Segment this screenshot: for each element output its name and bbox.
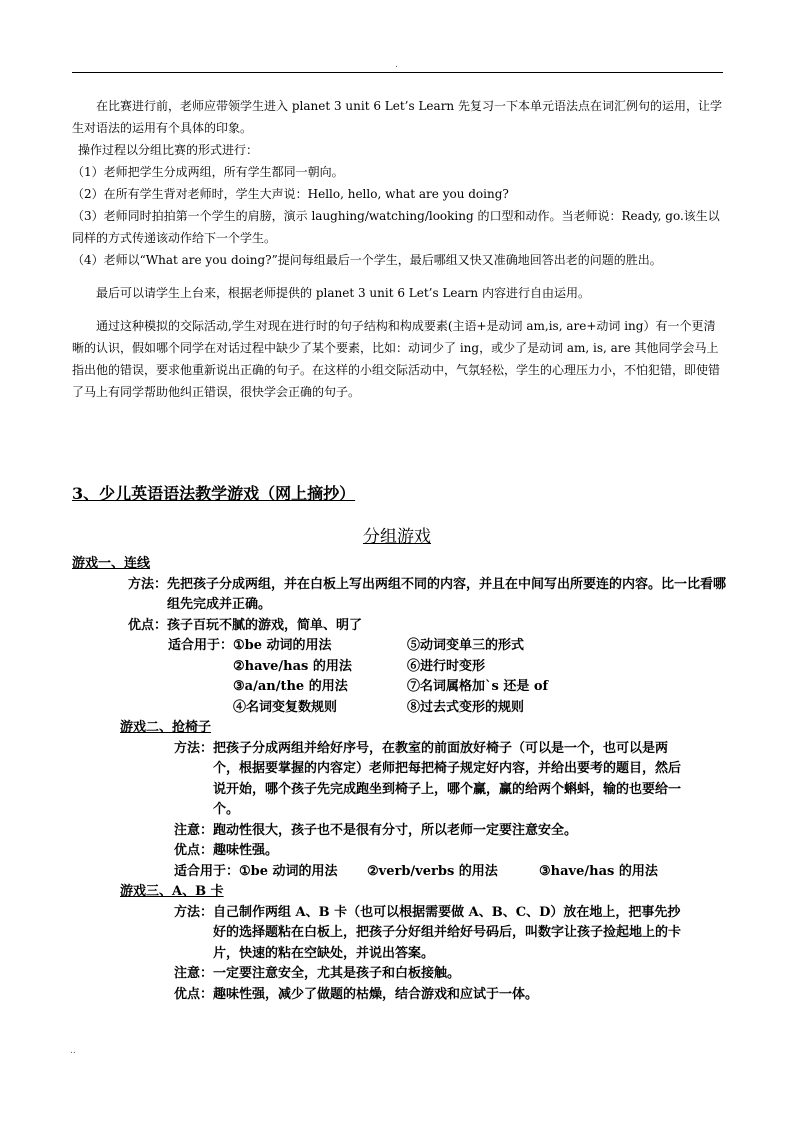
- game2-title: 游戏二、抢椅子: [120, 720, 212, 735]
- summary-paragraph: 通过这种模拟的交际活动,学生对现在进行时的句子结构和构成要素(主语+是动词 am,is, are+动词 ing）有一个更清晰的认识，假如哪个同学在对话过程中缺少了某个要素，比如：动词少了 ing，或少了是动词 am, is, are 其他同学会马上指出他的错误，要求他重新说出正确的句子。在这样的小组交际活动中，气氛轻松，学生的心理压力小，不怕犯错，即使错了马上有同学帮助他纠正错误，很快学会正确的句子。: [72, 319, 721, 399]
- game1-adv: 孩子百玩不腻的游戏，简单、明了: [167, 617, 363, 633]
- step-1: （1）老师把学生分成两组，所有学生都同一朝向。: [72, 165, 344, 179]
- game2-adv: 趣味性强。: [213, 843, 279, 858]
- header-rule: [72, 72, 723, 73]
- apply-item: ③have/has 的用法: [539, 863, 658, 879]
- apply-item: ⑧过去式变形的规则: [407, 699, 525, 715]
- footer-mark: ..: [70, 1046, 76, 1056]
- apply-item: ③a/an/the 的用法: [233, 679, 348, 694]
- game3-note: 一定要注意安全，尤其是孩子和白板接触。: [213, 966, 461, 981]
- apply-item: ①be 动词的用法: [233, 638, 332, 653]
- apply-item: ②have/has 的用法: [233, 658, 352, 674]
- game1-title: 游戏一、连线: [72, 556, 151, 571]
- game1-adv-label: 优点：: [128, 617, 168, 633]
- game2-adv-label: 优点：: [174, 843, 214, 858]
- intro-paragraph: 在比赛进行前，老师应带领学生进入 planet 3 unit 6 Let’s Learn 先复习一下本单元语法点在词汇例句的运用，让学生对语法的运用有个具体的印象。: [72, 99, 722, 135]
- step-4: （4）老师以“What are you doing?”提问每组最后一个学生，最后哪组又快又准确地回答出老的问题的胜出。: [72, 253, 662, 267]
- game2-method-label: 方法：: [174, 740, 214, 756]
- free-use-paragraph: 最后可以请学生上台来，根据老师提供的 planet 3 unit 6 Let’s Learn 内容进行自由运用。: [96, 286, 590, 300]
- section-title: 3、少儿英语语法教学游戏（网上摘抄）: [72, 484, 356, 503]
- game2-apply-label: 适合用于：: [174, 863, 240, 879]
- game3-adv-label: 优点：: [174, 986, 214, 1002]
- apply-item: ④名词变复数规则: [233, 699, 338, 715]
- apply-item: ⑦名词属格加`s 还是 of: [407, 679, 549, 694]
- apply-item: ①be 动词的用法: [239, 863, 338, 879]
- game2-note: 跑动性很大，孩子也不是很有分寸，所以老师一定要注意安全。: [213, 822, 578, 838]
- game2-note-label: 注意：: [174, 822, 214, 838]
- game3-adv: 趣味性强，减少了做题的枯燥，结合游戏和应试于一体。: [213, 986, 539, 1002]
- game3-note-label: 注意：: [174, 966, 214, 981]
- procedure-intro: 操作过程以分组比赛的形式进行：: [78, 143, 259, 157]
- game1-apply-label: 适合用于：: [168, 638, 234, 653]
- game2-method: 把孩子分成两组并给好序号，在教室的前面放好椅子（可以是一个，也可以是两个，根据要掌握的内容定）老师把每把椅子规定好内容，并给出要考的题目，然后说开始，哪个孩子先完成跑坐到椅子上，哪个赢，赢的给两个蝌蚪，输的也要给一个。: [213, 740, 682, 817]
- game2-apply-list: [239, 862, 658, 883]
- game1-apply-list: [233, 636, 687, 718]
- apply-item: ②verb/verbs 的用法: [367, 863, 498, 879]
- game1-method-label: 方法：: [128, 576, 168, 592]
- step-2: （2）在所有学生背对老师时，学生大声说：Hello, hello, what are you doing?: [72, 187, 509, 201]
- game3-title: 游戏三、A、B 卡: [120, 884, 224, 899]
- game3-method: 自己制作两组 A、B 卡（也可以根据需要做 A、B、C、D）放在地上，把事先抄好的选择题粘在白板上，把孩子分好组并给好号码后，叫数字让孩子捡起地上的卡片，快速的粘在空缺处，并说出答案。: [213, 904, 682, 961]
- game3-method-label: 方法：: [174, 904, 214, 920]
- apply-item: ⑥进行时变形: [407, 658, 486, 674]
- game1-method: 先把孩子分成两组，并在白板上写出两组不同的内容，并且在中间写出所要连的内容。比一比看哪组先完成并正确。: [167, 576, 727, 612]
- intro-section: [72, 95, 723, 403]
- apply-item: ⑤动词变单三的形式: [407, 638, 525, 653]
- page-title: 分组游戏: [363, 527, 431, 547]
- step-3: （3）老师同时拍拍第一个学生的肩膀，演示 laughing/watching/looking 的口型和动作。当老师说：Ready, go.该生以同样的方式传递该动作给下一个学生。: [72, 209, 720, 245]
- header-mark: .: [395, 60, 398, 70]
- games-section: [72, 554, 732, 1005]
